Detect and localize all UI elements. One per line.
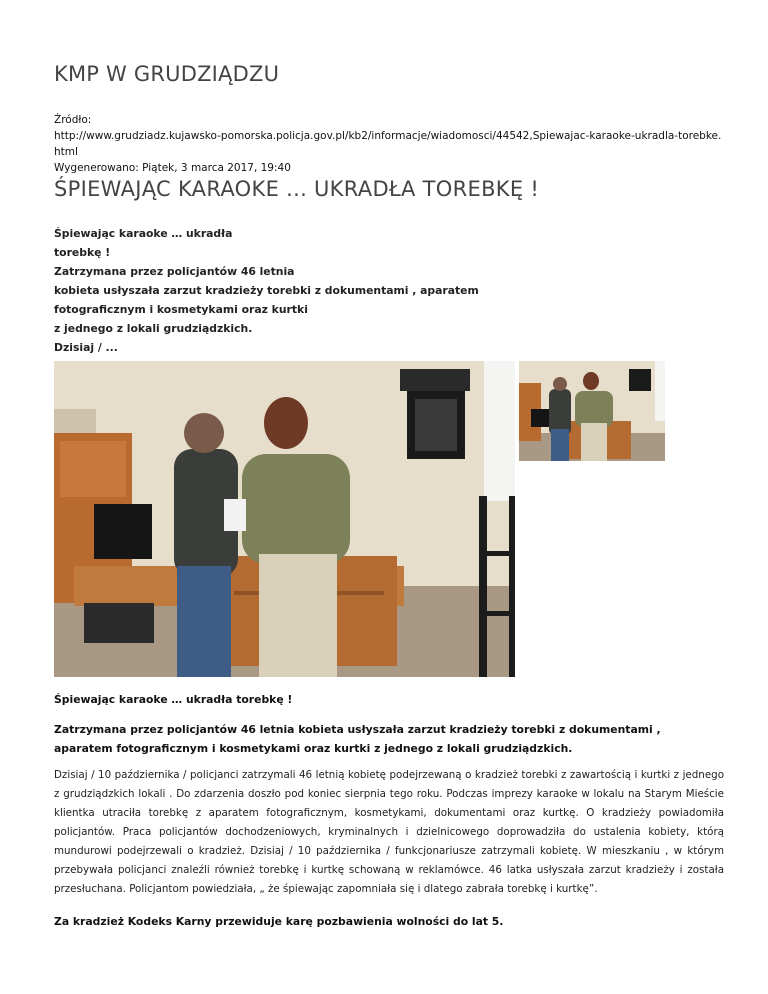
article-title: ŚPIEWAJĄC KARAOKE ... UKRADŁA TOREBKĘ ! xyxy=(54,177,540,201)
article-closing: Za kradzież Kodeks Karny przewiduje karę pozbawienia wolności do lat 5. xyxy=(54,915,504,928)
article-lead xyxy=(54,224,574,357)
article-photo-thumb[interactable] xyxy=(519,361,665,461)
source-url: http://www.grudziadz.kujawsko-pomorska.policja.gov.pl/kb2/informacje/wiadomosci/44542,Spiewajac-karaoke-ukradla-torebke.html xyxy=(54,130,722,158)
source-meta xyxy=(54,112,724,176)
lead-line: Zatrzymana przez policjantów 46 letnia xyxy=(54,265,295,278)
lead-line: fotograficznym i kosmetykami oraz kurtki xyxy=(54,303,308,316)
lead-line: Dzisiaj / ... xyxy=(54,341,118,354)
article-body: Dzisiaj / 10 października / policjanci zatrzymali 46 letnią kobietę podejrzewaną o kradzież torebki z zawartością i kurtki z jednego z grudziądzkich lokali . Do zdarzenia doszło pod koniec sierpnia tego roku. Podczas imprezy karaoke w lokalu na Starym Mieście klientka utraciła torebkę z aparatem fotograficznym, kosmetykami, dokumentami oraz kurtkę. O kradzieży powiadomiła policjantów. Praca policjantów dochodzeniowych, kryminalnych i dzielnicowego doprowadziła do ustalenia kobiety, którą mundurowi podejrzewali o kradzież. Dzisiaj / 10 października / funkcjonariusze zatrzymali kobietę. W mieszkaniu , w którym przebywała policjanci znaleźli również torebkę i kurtkę schowaną w reklamówce. 46 latka usłyszała zarzut kradzieży i została przesłuchana. Policjantom powiedziała, „ że śpiewając zapomniała się i dlatego zabrała torebkę i kurtkę”. xyxy=(54,769,724,895)
lead-line: Śpiewając karaoke … ukradła xyxy=(54,227,233,240)
article-photo-main xyxy=(54,361,515,677)
site-title: KMP W GRUDZIĄDZU xyxy=(54,62,280,86)
article-intro: Zatrzymana przez policjantów 46 letnia kobieta usłyszała zarzut kradzieży torebki z dokumentami , aparatem fotograficznym i kosmetykami oraz kurtki z jednego z lokali grudziądzkich. xyxy=(54,723,661,755)
lead-line: kobieta usłyszała zarzut kradzieży torebki z dokumentami , aparatem xyxy=(54,284,479,297)
lead-line: torebkę ! xyxy=(54,246,111,259)
source-label: Źródło: xyxy=(54,114,92,126)
photo-caption: Śpiewając karaoke … ukradła torebkę ! xyxy=(54,693,293,706)
lead-line: z jednego z lokali grudziądzkich. xyxy=(54,322,253,335)
generated-date: Wygenerowano: Piątek, 3 marca 2017, 19:40 xyxy=(54,162,291,174)
